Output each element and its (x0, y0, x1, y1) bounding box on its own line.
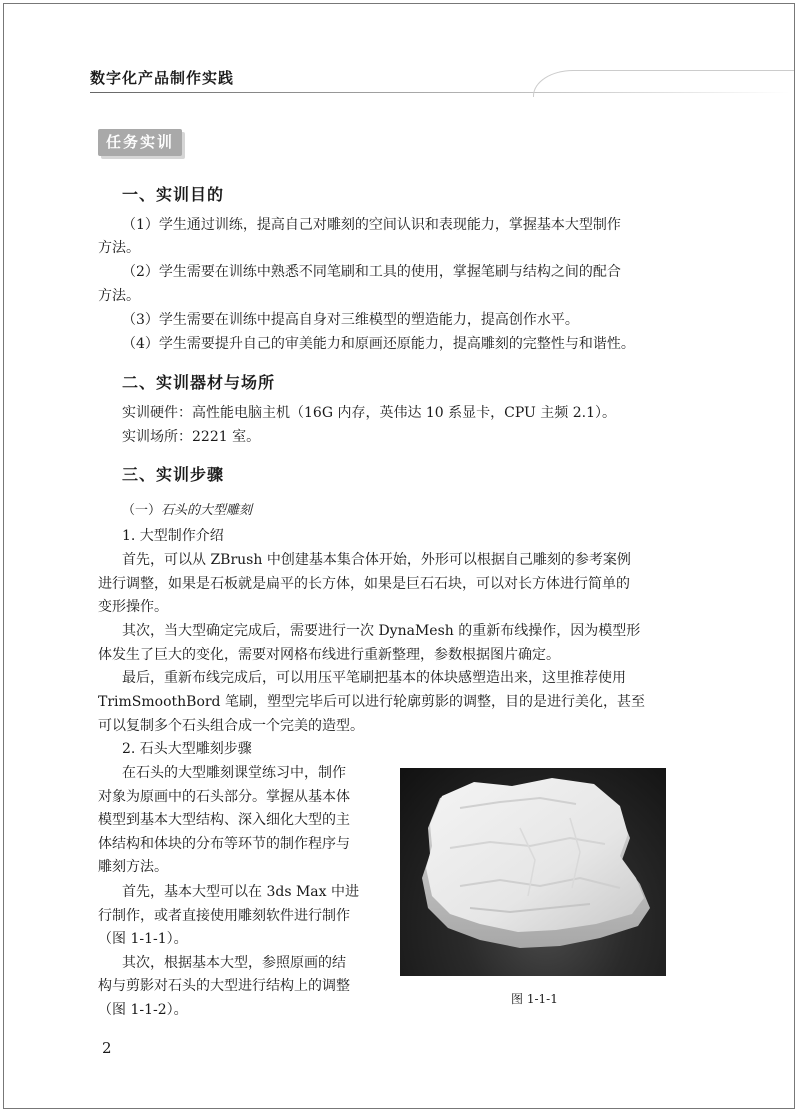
paragraph-line: （图 1-1-2）。 (98, 1002, 188, 1018)
running-header: 数字化产品制作实践 (90, 69, 235, 87)
subsection-title (122, 499, 252, 518)
paragraph-line: （4）学生需要提升自己的审美能力和原画还原能力，提高雕刻的完整性与和谐性。 (122, 336, 635, 352)
paragraph-line: （图 1-1-1）。 (98, 931, 188, 947)
paragraph-line: 变形操作。 (98, 599, 168, 615)
paragraph-line: TrimSmoothBord 笔刷，塑型完毕后可以进行轮廓剪影的调整，目的是进行美化，甚至 (98, 694, 645, 710)
paragraph-line: 体发生了巨大的变化，需要对网格布线进行重新整理，参数根据图片确定。 (98, 647, 560, 663)
paragraph-line: （3）学生需要在训练中提高自身对三维模型的塑造能力，提高创作水平。 (122, 312, 579, 328)
paragraph-line: 模型到基本大型结构、深入细化大型的主 (98, 812, 350, 828)
paragraph-line: 行制作，或者直接使用雕刻软件进行制作 (98, 908, 350, 924)
paragraph-line: （1）学生通过训练，提高自己对雕刻的空间认识和表现能力，掌握基本大型制作 (122, 217, 621, 233)
paragraph-line: 其次，当大型确定完成后，需要进行一次 DynaMesh 的重新布线操作，因为模型形 (122, 623, 641, 639)
paragraph-line: 进行调整，如果是石板就是扁平的长方体，如果是巨石石块，可以对长方体进行简单的 (98, 576, 630, 592)
subsection-name: 石头的大型雕刻 (161, 503, 253, 518)
section2-heading: 二、实训器材与场所 (122, 373, 276, 392)
section3-heading: 三、实训步骤 (122, 465, 225, 484)
paragraph-line: 首先，基本大型可以在 3ds Max 中进 (122, 884, 359, 900)
paragraph-line: 最后，重新布线完成后，可以用压平笔刷把基本的体块感塑造出来，这里推荐使用 (122, 670, 626, 686)
header-decoration (533, 70, 794, 97)
paragraph-line: 构与剪影对石头的大型进行结构上的调整 (98, 978, 350, 994)
hardware-line: 实训硬件：高性能电脑主机（16G 内存，英伟达 10 系显卡，CPU 主频 2.1）。 (122, 405, 617, 421)
paragraph-line: 方法。 (98, 288, 140, 304)
paragraph-line: 首先，可以从 ZBrush 中创建基本集合体开始，外形可以根据自己雕刻的参考案例 (122, 552, 631, 568)
task-badge-label: 任务实训 (105, 133, 174, 151)
paragraph-line: （2）学生需要在训练中熟悉不同笔刷和工具的使用，掌握笔刷与结构之间的配合 (122, 264, 621, 280)
paragraph-line: 方法。 (98, 240, 140, 256)
figure-caption: 图 1-1-1 (511, 992, 558, 1006)
paragraph-line: 雕刻方法。 (98, 859, 168, 875)
stone-render (400, 768, 666, 976)
item-title: 2. 石头大型雕刻步骤 (122, 741, 252, 757)
paragraph-line: 对象为原画中的石头部分。掌握从基本体 (98, 789, 350, 805)
item-title: 1. 大型制作介绍 (122, 528, 224, 544)
paragraph-line: 可以复制多个石头组合成一个完美的造型。 (98, 718, 364, 734)
place-line: 实训场所：2221 室。 (122, 429, 261, 445)
paragraph-line: 在石头的大型雕刻课堂练习中，制作 (122, 765, 346, 781)
paragraph-line: 体结构和体块的分布等环节的制作程序与 (98, 836, 350, 852)
subsection-prefix: （一） (122, 503, 162, 518)
section1-heading: 一、实训目的 (122, 185, 225, 204)
stone-model-image (400, 768, 666, 976)
task-badge (98, 129, 182, 156)
page-number: 2 (102, 1039, 112, 1057)
paragraph-line: 其次，根据基本大型，参照原画的结 (122, 955, 346, 971)
